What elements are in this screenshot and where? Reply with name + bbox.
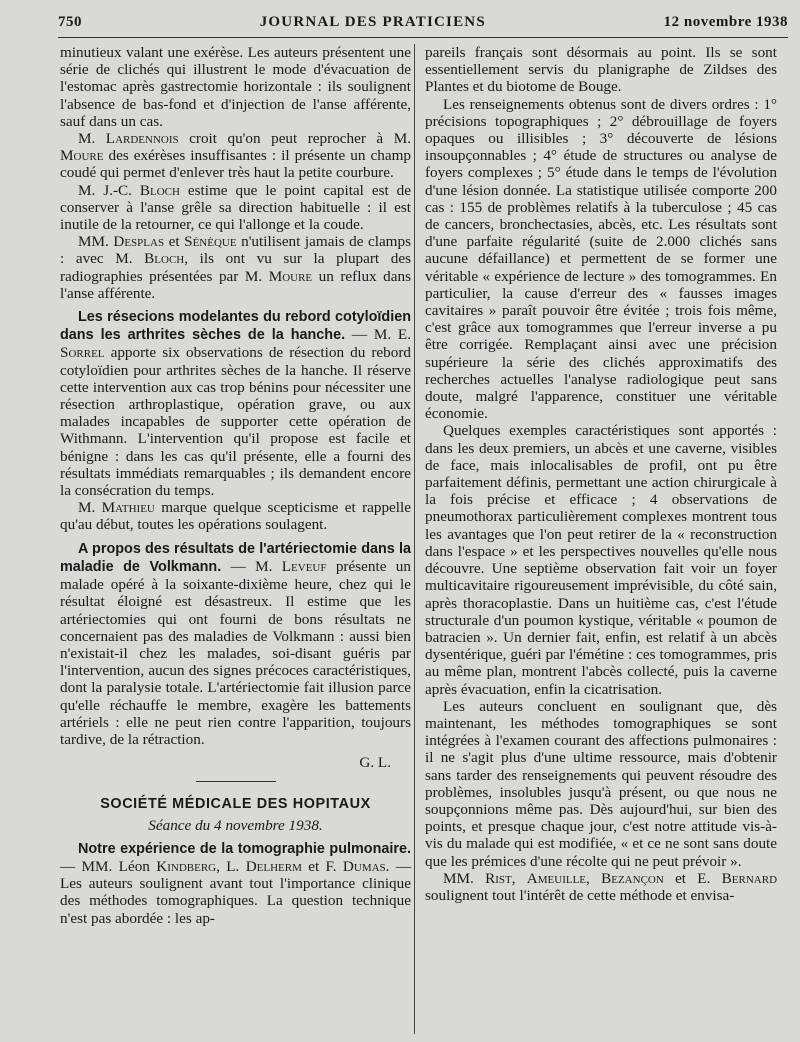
session-date: Séance du 4 novembre 1938. <box>148 816 323 834</box>
paragraph: MM. Rist, Ameuille, Bezançon et E. Bernard soulignent tout l'intérêt de cette méthode et envisa- <box>425 869 778 904</box>
section-tomographie: Notre expérience de la tomographie pulmonaire. — MM. Léon Kindberg, L. Delherm et F. Dumas. — Les auteurs soulignent avant tout l'importance clinique des méthodes tomographiques. La question technique n'est pas abordée : les ap- <box>60 840 412 927</box>
paragraph: M. Lardennois croit qu'on peut reprocher à M. Moure des exérèses insuffisantes : il présente un champ coudé qui permet d'enlever très haut la petite courbure. <box>60 130 411 182</box>
header-rule <box>58 37 788 38</box>
journal-title: JOURNAL DES PRATICIENS <box>259 14 486 30</box>
paragraph: M. J.-C. Bloch estime que le point capital est de conserver à l'anse grêle sa direction habituelle : il est inutile de la retourner, ce qui l'allonge et la coude. <box>60 181 411 234</box>
issue-date: 12 novembre 1938 <box>663 14 788 30</box>
section-heading: A propos des résultats de l'artériectomie dans la maladie de Volkmann. <box>60 540 411 575</box>
section-heading: Les résecions modelantes du rebord cotyloïdien dans les arthrites sèches de la hanche. <box>60 309 411 344</box>
paragraph: MM. Desplas et Sénèque n'utilisent jamais de clamps : avec M. Bloch, ils ont vu sur la plupart des radiographies présentées par M. Moure un reflux dans l'anse afférente. <box>60 233 411 302</box>
society-title: SOCIÉTÉ MÉDICALE DES HOPITAUX <box>100 796 371 813</box>
paragraph: Les auteurs concluent en soulignant que, dès maintenant, les méthodes tomographiques se sont intégrées à l'examen courant des affections pulmonaires : il ne s'agit plus d'une ultime ressource, mais d'obtenir sans tarder des renseignements qui peuvent résoudre des problèmes, insolubles jusqu'à présent, ou que nous ne soupçonnions même pas. Dès aujourd'hui, sur bien des points, et presque chaque jour, c'est notre attitude vis-à-vis du malade qui est modifiée, « et ce ne sont sans doute que les prémices d'une récolte qui ne peut prévoir ». <box>425 697 777 870</box>
section-heading: Notre expérience de la tomographie pulmonaire. <box>78 840 411 857</box>
page-number: 750 <box>58 14 82 30</box>
column-divider <box>414 44 415 1034</box>
section-rule <box>196 781 276 782</box>
left-column <box>60 44 411 927</box>
paragraph: M. Mathieu marque quelque scepticisme et rappelle qu'au début, toutes les opérations soulagent. <box>60 499 411 534</box>
paragraph: pareils français sont désormais au point. Ils se sont essentiellement servis du planigraphe de Zildses des Plantes et du biotome de Bouge. <box>425 44 777 96</box>
page-header <box>58 14 788 31</box>
author-signature: G. L. <box>359 754 391 772</box>
paragraph: Les renseignements obtenus sont de divers ordres : 1° précisions topographiques ; 2° débrouillage de foyers opaques ou illisibles ; 3° découverte de lésions insoupçonnables ; 4° étude de structures ou analyse de foyers complexes ; 5° étude dans le temps de l'évolution d'une lésion donnée. La statistique utilisée comporte 200 cas : 155 de problèmes relatifs à la tuberculose ; 45 cas de cancers, bronchectasies, abcès, etc. Les résultats sont d'une parfaite régularité (suite de 2.000 clichés sans aucune défaillance) et permettent de se former une véritable « expérience de lecture » des tomogrammes. En particulier, la cause d'erreur des « fausses images cavitaires » paraît pouvoir être évitée ; trois fois même, c'est grâce aux tomogrammes que l'erreur inverse a pu être corrigée. Remplaçant ainsi avec une précision supérieure la série des clichés approximatifs des recherches actuelles l'analyse radiologique peut sans doute, malgré l'apparence, constituer une véritable économie. <box>425 95 777 423</box>
section-sorrel: Les résecions modelantes du rebord cotyloïdien dans les arthrites sèches de la hanche. — M. E. Sorrel apporte six observations de résection du rebord cotyloïdien pour arthrites sèches de la hanche. Il réserve cette intervention aux cas trop bénins pour nécessiter une résection arthroplastique, opération grave, ou aux malades incapables de supporter cette opération de Withmann. L'intervention qu'il propose est facile et bénigne : dans les cas qu'il présente, elle a fourni des résultats immédiats remarquables ; ils demandent encore la consécration du temps. <box>60 309 411 500</box>
paragraph: Quelques exemples caractéristiques sont apportés : dans les deux premiers, un abcès et une caverne, visibles de face, mais inlocalisables de profil, ont pu être parfaitement définis, permettant une action chirurgicale à la fois précise et efficace ; 4 observations de pneumothorax particulièrement complexes montrent tous les avantages que l'on peut retirer de la « reconstruction dans l'espace » et les perspectives nouvelles qu'elle nous découvre. Une septième observation fait voir un foyer multicavitaire rigoureusement imprévisible, du côté sain, après thoracoplastie. Dans un huitième cas, c'est l'étude structurale d'un poumon kystique, véritable « poumon de batracien ». Un dernier fait, enfin, est relatif à un abcès dysentérique, guéri par l'émétine : ces tomogrammes, pris au même plan, montrent l'abcès collecté, puis la caverne après évacuation, enfin la cicatrisation. <box>425 422 777 698</box>
right-column <box>425 44 777 904</box>
paragraph: minutieux valant une exérèse. Les auteurs présentent une série de clichés qui illustrent le mode d'évacuation de l'estomac après gastrectomie horizontale : ils soulignent l'absence de bas-fond et d'injection de l'anse afférente, sauf dans un cas. <box>60 44 411 130</box>
section-volkmann: A propos des résultats de l'artériectomie dans la maladie de Volkmann. — M. Leveuf présente un malade opéré à la soixante-dixième heure, chez qui le résultat éloigné est désastreux. Il estime que les artériectomies qui ont fourni de bons résultats ne concernaient pas des maladies de Volkmann : aussi bien n'existait-il chez les malades, soi-disant guéris par l'intervention, aucun des signes précoces caractéristiques, dont la paralysie totale. L'artériectomie fait illusion parce qu'elle réchauffe le membre, exagère les battements artériels : elle ne peut rien contre l'apparition, toujours tardive, de la rétraction. <box>60 540 411 748</box>
